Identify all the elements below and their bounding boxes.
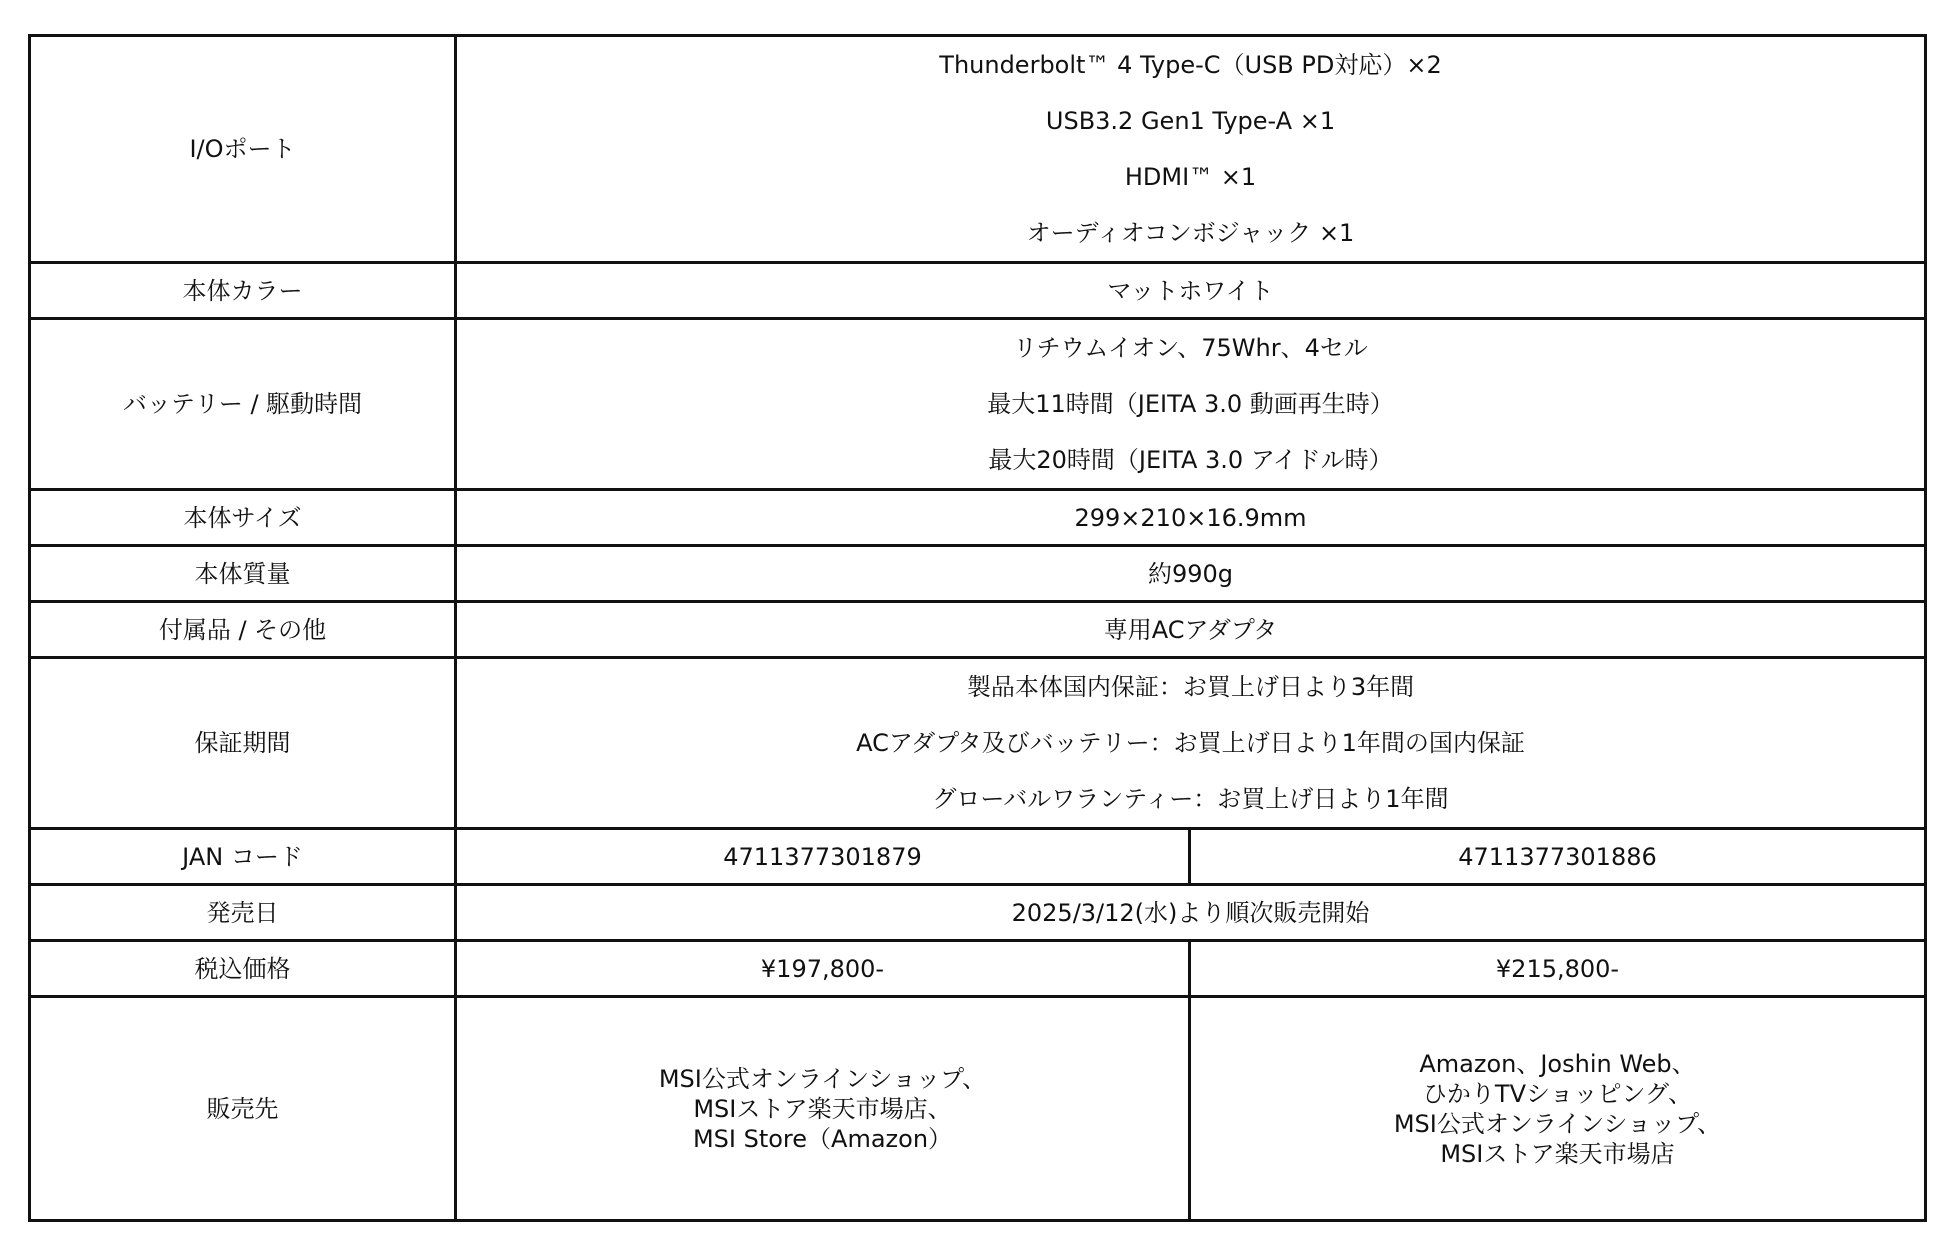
value-release-date: 2025/3/12(水)より順次販売開始 <box>456 885 1926 941</box>
label-weight: 本体質量 <box>30 546 456 602</box>
label-sellers: 販売先 <box>30 997 456 1221</box>
label-accessories: 付属品 / その他 <box>30 602 456 658</box>
value-body-color: マットホワイト <box>456 263 1926 319</box>
label-io-ports: I/Oポート <box>30 36 456 263</box>
value-sellers-a <box>456 997 1190 1221</box>
row-release-date <box>30 885 1926 941</box>
value-io-ports <box>456 36 1926 263</box>
value-warranty <box>456 658 1926 829</box>
row-body-color <box>30 263 1926 319</box>
value-accessories: 専用ACアダプタ <box>456 602 1926 658</box>
row-warranty <box>30 658 1926 829</box>
value-price-a: ¥197,800- <box>456 941 1190 997</box>
warranty-line: グローバルワランティー：お買上げ日より1年間 <box>932 785 1449 813</box>
label-size: 本体サイズ <box>30 490 456 546</box>
value-size: 299×210×16.9mm <box>456 490 1926 546</box>
label-price: 税込価格 <box>30 941 456 997</box>
value-battery <box>456 319 1926 490</box>
battery-line: リチウムイオン、75Whr、4セル <box>1013 334 1368 362</box>
seller-line: ひかりTVショッピング、 <box>1422 1079 1693 1108</box>
row-weight <box>30 546 1926 602</box>
value-sellers-b <box>1190 997 1926 1221</box>
value-price-b: ¥215,800- <box>1190 941 1926 997</box>
battery-line: 最大20時間（JEITA 3.0 アイドル時） <box>988 446 1393 474</box>
row-io-ports <box>30 36 1926 263</box>
seller-line: MSIストア楽天市場店、 <box>693 1094 952 1123</box>
seller-line: MSI公式オンラインショップ、 <box>658 1064 987 1093</box>
warranty-line: 製品本体国内保証：お買上げ日より3年間 <box>966 673 1415 701</box>
warranty-line: ACアダプタ及びバッテリー：お買上げ日より1年間の国内保証 <box>856 729 1525 757</box>
label-battery: バッテリー / 駆動時間 <box>30 319 456 490</box>
io-port-line: オーディオコンボジャック ×1 <box>1026 219 1355 247</box>
io-port-line: Thunderbolt™ 4 Type-C（USB PD対応）×2 <box>939 51 1442 79</box>
seller-line: Amazon、Joshin Web、 <box>1419 1049 1696 1078</box>
value-jan-code-b: 4711377301886 <box>1190 829 1926 885</box>
battery-line: 最大11時間（JEITA 3.0 動画再生時） <box>987 390 1394 418</box>
spec-table <box>28 34 1927 1222</box>
row-jan-code <box>30 829 1926 885</box>
row-price <box>30 941 1926 997</box>
seller-line: MSI公式オンラインショップ、 <box>1393 1109 1722 1138</box>
label-warranty: 保証期間 <box>30 658 456 829</box>
row-size <box>30 490 1926 546</box>
io-port-line: HDMI™ ×1 <box>1124 163 1257 191</box>
seller-line: MSIストア楽天市場店 <box>1440 1139 1675 1168</box>
row-accessories <box>30 602 1926 658</box>
value-jan-code-a: 4711377301879 <box>456 829 1190 885</box>
io-port-line: USB3.2 Gen1 Type-A ×1 <box>1045 107 1336 135</box>
seller-line: MSI Store（Amazon） <box>692 1124 953 1153</box>
row-battery <box>30 319 1926 490</box>
label-release-date: 発売日 <box>30 885 456 941</box>
row-sellers <box>30 997 1926 1221</box>
label-jan-code: JAN コード <box>30 829 456 885</box>
label-body-color: 本体カラー <box>30 263 456 319</box>
value-weight: 約990g <box>456 546 1926 602</box>
